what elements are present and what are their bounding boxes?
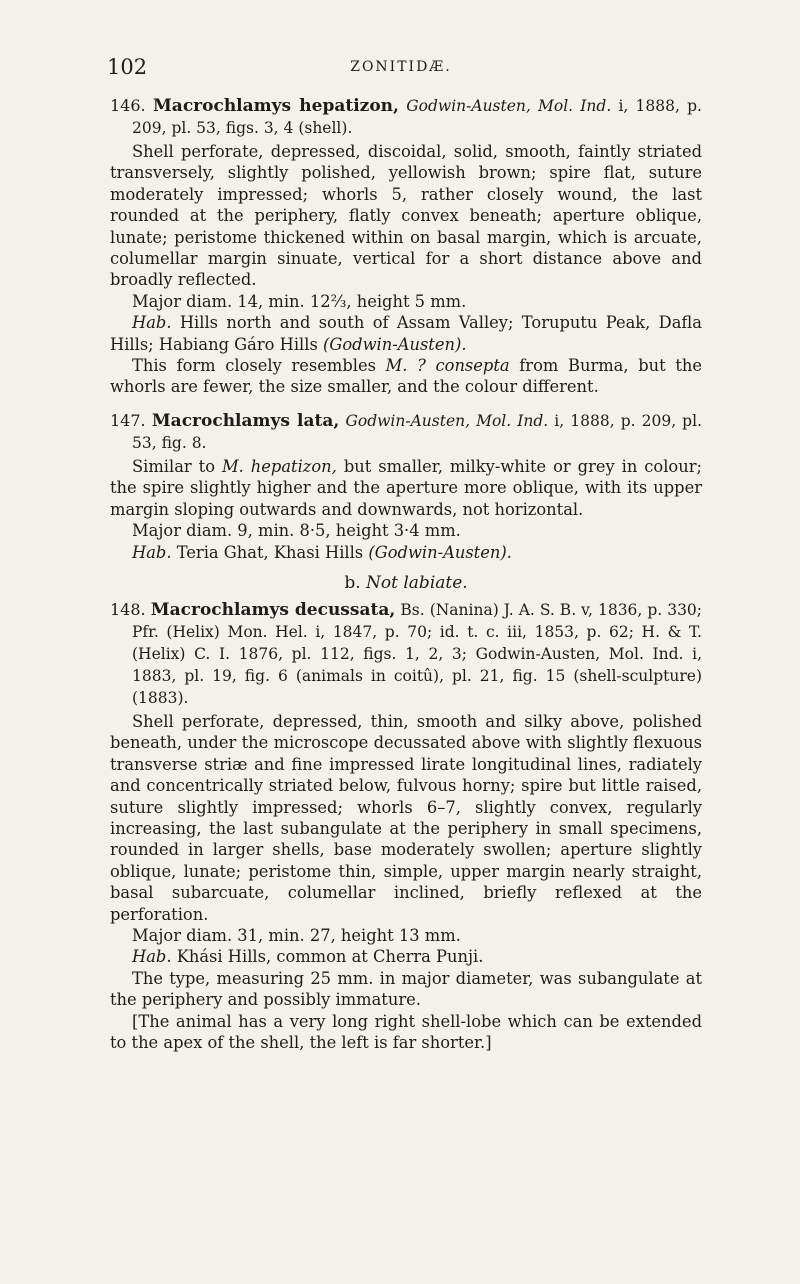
entry-148-measurements: Major diam. 31, min. 27, height 13 mm.: [132, 925, 461, 945]
entry-148-description: Shell perforate, depressed, thin, smooth and silky above, polished beneath, under the microscope decussated above with slightly flexuous transverse striæ and fine impressed lirate longitudinal lines, radiately and concentrically striated below, fulvous horny; spire but little raised, suture slightly impressed; whorls 6–7, slightly convex, regularly increasing, the last subangulate at the periphery in small specimens, rounded in larger shells, base moderately swollen; aperture slightly oblique, lunate; peristome thin, simple, upper margin nearly straight, basal subarcuate, columellar inclined, briefly reflexed at the perforation.: [110, 711, 702, 924]
entry-148-animal-note: [The animal has a very long right shell-lobe which can be extended to the apex of the shell, the left is far shorter.]: [110, 1011, 702, 1052]
entry-148-heading: 148. Macrochlamys decussata, Bs. (Nanina) J. A. S. B. v, 1836, p. 330; Pfr. (Helix) Mon. Hel. i, 1847, p. 70; id. t. c. iii, 1853, p. 62; H. & T. (Helix) C. I. 1876, pl. 112, figs. 1, 2, 3; Godwin-Austen, Mol. Ind. i, 1883, pl. 19, fig. 6 (animals in coitû), pl. 21, fig. 15 (shell-sculpture) (1883).: [110, 599, 703, 707]
entry-146-habitat: Hab. Hills north and south of Assam Valley; Toruputu Peak, Dafla Hills; Habiang Gáro Hills (Godwin-Austen).: [110, 313, 702, 354]
species-name: Macrochlamys hepatizon,: [152, 96, 399, 116]
running-head: [107, 55, 695, 81]
page-number: 102: [107, 55, 148, 79]
entry-146-measurements: Major diam. 14, min. 12⅔, height 5 mm.: [132, 291, 467, 311]
entry-146-remark: This form closely resembles M. ? consepta from Burma, but the whorls are fewer, the size smaller, and the colour different.: [110, 356, 702, 397]
entry-148-type-note: The type, measuring 25 mm. in major diameter, was subangulate at the periphery and possibly immature.: [110, 968, 702, 1010]
entry-146-heading: 146. Macrochlamys hepatizon, Godwin-Austen, Mol. Ind. i, 1888, p. 209, pl. 53, figs. 3, 4 (shell).: [110, 96, 702, 137]
entry-147-description: Similar to M. hepatizon, but smaller, milky-white or grey in colour; the spire slightly higher and the aperture more oblique, with its upper margin sloping outwards and downwards, not horizontal.: [110, 456, 702, 519]
entry-147-habitat: Hab. Teria Ghat, Khasi Hills (Godwin-Austen).: [132, 542, 512, 562]
section-heading: b. Not labiate.: [344, 572, 468, 593]
entry-148-habitat: Hab. Khási Hills, common at Cherra Punji.: [132, 947, 484, 967]
entry-147-heading: 147. Macrochlamys lata, Godwin-Austen, Mol. Ind. i, 1888, p. 209, pl. 53, fig. 8.: [110, 410, 702, 452]
entry-147-measurements: Major diam. 9, min. 8·5, height 3·4 mm.: [132, 521, 461, 541]
species-name: Macrochlamys lata,: [151, 410, 340, 431]
entry-146-description: Shell perforate, depressed, discoidal, solid, smooth, faintly striated transversely, slightly polished, yellowish brown; spire flat, suture moderately impressed; whorls 5, rather closely wound, the last rounded at the periphery, flatly convex beneath; aperture oblique, lunate; peristome thickened within on basal margin, which is arcuate, columellar margin sinuate, vertical for a short distance above and broadly reflected.: [110, 142, 702, 290]
running-title: ZONITIDÆ.: [350, 59, 452, 75]
species-name: Macrochlamys decussata,: [150, 599, 396, 620]
page-content: [110, 95, 702, 1053]
